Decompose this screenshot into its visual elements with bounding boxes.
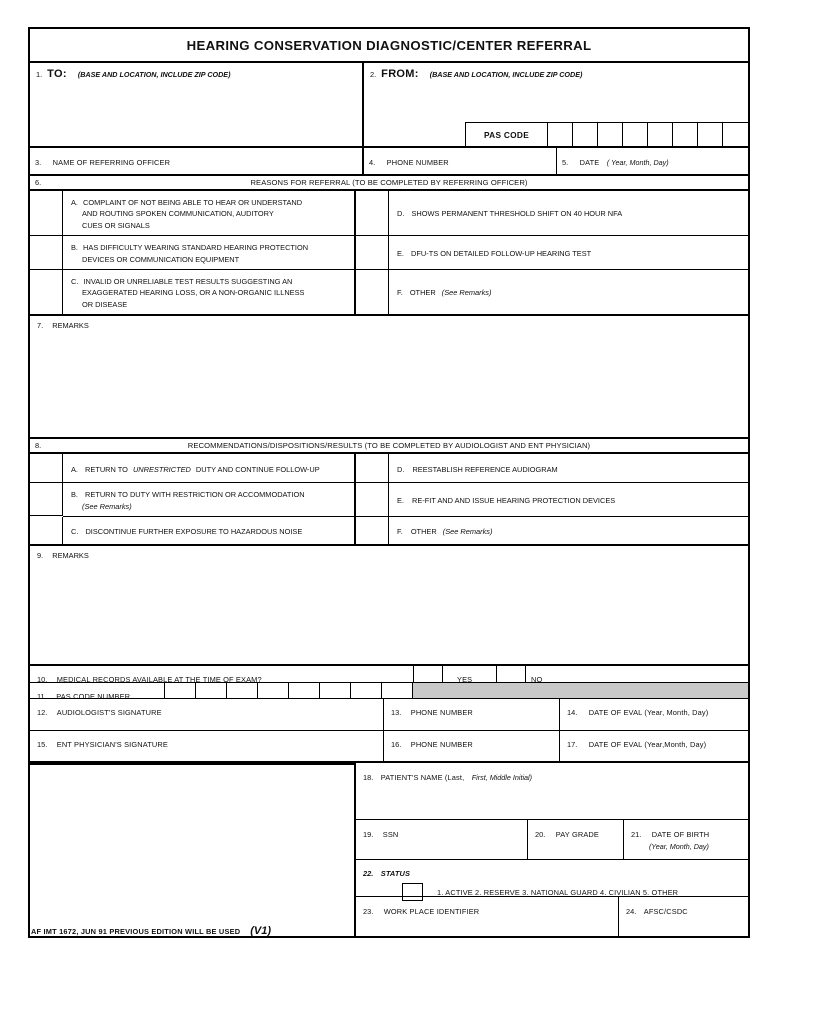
pas-code-box[interactable] — [548, 123, 573, 146]
reason-d-letter: D. — [397, 209, 405, 219]
item24-label: AFSC/CSDC — [643, 907, 688, 917]
field-remarks-9[interactable] — [30, 546, 748, 666]
from-header — [370, 68, 742, 80]
pas-code-group — [465, 122, 748, 146]
pas-code-box[interactable] — [623, 123, 648, 146]
recommendation-label-d — [389, 454, 748, 483]
footer-edition-text: AF IMT 1672, JUN 91 PREVIOUS EDITION WILL BE USED — [31, 927, 241, 936]
form-footer — [31, 925, 271, 937]
item19-number: 19. — [363, 830, 374, 840]
item15-number: 15. — [37, 740, 48, 750]
item4-label: PHONE NUMBER — [386, 158, 449, 167]
item11-shaded-area — [413, 683, 748, 699]
item10-no-label-cell — [526, 666, 748, 683]
section8-number: 8. — [35, 441, 42, 451]
reason-a-letter: A. — [71, 198, 78, 207]
pas-code-label: PAS CODE — [466, 123, 548, 146]
recommendation-label-b — [63, 483, 356, 517]
referring-officer-row — [30, 148, 748, 176]
reason-f-note: (See Remarks) — [441, 288, 492, 298]
field-pay-grade[interactable] — [528, 820, 624, 859]
item7-number: 7. — [37, 321, 44, 331]
recommendation-d-text: REESTABLISH REFERENCE AUDIOGRAM — [412, 464, 558, 474]
to-from-row — [30, 63, 748, 148]
item22-label: STATUS — [380, 869, 411, 879]
recommendation-label-c — [63, 517, 356, 546]
reason-label-d — [389, 191, 748, 236]
reason-c-line3: OR DISEASE — [82, 299, 128, 309]
recommendation-b-line — [71, 489, 305, 512]
ent-signature-row — [30, 731, 748, 763]
from-label: FROM: — [381, 68, 419, 80]
recommendation-label-f — [389, 517, 748, 546]
item23-label: WORK PLACE IDENTIFIER — [383, 907, 480, 917]
reason-e-text: DFU-TS ON DETAILED FOLLOW-UP HEARING TEST — [411, 248, 592, 258]
blank-left-panel[interactable] — [30, 763, 356, 938]
reason-label-b — [63, 236, 356, 270]
item22-number: 22. — [363, 869, 374, 879]
recommendation-f-text: OTHER — [410, 526, 437, 536]
recommendation-a-emphasis: UNRESTRICTED — [132, 464, 191, 474]
pas-code-box[interactable] — [723, 123, 748, 146]
item4-number: 4. — [369, 158, 376, 167]
item21-number: 21. — [631, 830, 642, 840]
item10-yes-label-cell — [443, 666, 497, 683]
reason-e-letter: E. — [397, 248, 404, 258]
form-title-bar — [30, 29, 748, 63]
reason-d-text-line — [397, 208, 622, 219]
reason-f-text-line — [397, 287, 491, 298]
item5-label: DATE — [579, 158, 600, 167]
item12-number: 12. — [37, 708, 48, 718]
field-to[interactable] — [30, 63, 364, 148]
recommendation-a-post: DUTY AND CONTINUE FOLLOW-UP — [195, 464, 320, 474]
recommendation-checkbox-e[interactable] — [356, 483, 389, 517]
reason-b-line1: HAS DIFFICULTY WEARING STANDARD HEARING PROTECTION — [83, 243, 309, 253]
item23-number: 23. — [363, 907, 374, 917]
reason-label-f — [389, 270, 748, 316]
item11-number: 11. — [37, 692, 47, 700]
reason-a-line2: AND ROUTING SPOKEN COMMUNICATION, AUDITORY — [82, 209, 274, 219]
recommendation-e-line — [397, 495, 615, 506]
item7-header — [30, 316, 748, 330]
from-number: 2. — [370, 70, 377, 79]
item18-label: PATIENT'S NAME (Last, — [380, 773, 465, 783]
item22-options: 1. ACTIVE 2. RESERVE 3. NATIONAL GUARD 4. CIVILIAN 5. OTHER — [437, 887, 679, 897]
recommendation-label-e — [389, 483, 748, 517]
reason-checkbox-c[interactable] — [30, 270, 63, 316]
reason-checkbox-d[interactable] — [356, 191, 389, 236]
field-from[interactable] — [364, 63, 748, 148]
item16-number: 16. — [391, 740, 402, 750]
item20-number: 20. — [535, 830, 546, 840]
field-audiologist-signature[interactable] — [30, 699, 384, 731]
ssn-paygrade-dob-row — [356, 820, 748, 860]
reason-row-b-e — [30, 236, 748, 270]
field-ent-phone[interactable] — [384, 731, 560, 763]
to-hint: (BASE AND LOCATION, INCLUDE ZIP CODE) — [77, 70, 231, 79]
item24-number: 24. — [626, 907, 637, 917]
field-status — [356, 860, 748, 897]
item11-box[interactable] — [196, 683, 227, 699]
recommendation-d-letter: D. — [397, 464, 405, 474]
field-ent-signature[interactable] — [30, 731, 384, 763]
reason-row-a-d — [30, 191, 748, 236]
item11-box[interactable] — [320, 683, 351, 699]
reason-c-letter: C. — [71, 277, 79, 287]
reason-b-line2: DEVICES OR COMMUNICATION EQUIPMENT — [82, 254, 240, 264]
recommendation-checkbox-b[interactable] — [30, 483, 63, 516]
item11-box[interactable] — [258, 683, 289, 699]
item11-label: PAS CODE NUMBER — [56, 692, 131, 700]
field-ssn[interactable] — [356, 820, 528, 859]
section8-heading — [30, 439, 748, 454]
item17-label: DATE OF EVAL (Year,Month, Day) — [588, 740, 707, 750]
item19-label: SSN — [382, 830, 399, 840]
reason-e-text-line — [397, 248, 591, 259]
item11-box[interactable] — [382, 683, 413, 699]
recommendation-d-line — [397, 464, 558, 475]
recommendation-checkbox-a[interactable] — [30, 454, 63, 483]
item9-number: 9. — [37, 551, 44, 561]
item11-box[interactable] — [165, 683, 196, 699]
recommendation-c-letter: C. — [71, 526, 79, 536]
recommendation-c-line — [71, 526, 302, 537]
recommendation-row-c-f — [30, 517, 748, 546]
field-phone-number[interactable] — [364, 148, 557, 176]
item14-label: DATE OF EVAL (Year, Month, Day) — [588, 708, 709, 718]
recommendation-row-b-e — [30, 483, 748, 517]
item17-number: 17. — [567, 740, 578, 750]
reason-b-letter: B. — [71, 243, 78, 253]
item13-number: 13. — [391, 708, 402, 718]
reason-label-c — [63, 270, 356, 316]
item10-yes-checkbox[interactable] — [414, 666, 443, 683]
field-audiologist-date-of-eval[interactable] — [560, 699, 748, 731]
reason-a-letter-line — [71, 197, 348, 231]
patient-block — [30, 763, 748, 938]
item10-question — [30, 666, 414, 683]
reason-c-line1: INVALID OR UNRELIABLE TEST RESULTS SUGGESTING AN — [83, 277, 293, 287]
to-header — [36, 68, 356, 80]
item10-no-checkbox[interactable] — [497, 666, 526, 683]
pas-code-box[interactable] — [673, 123, 698, 146]
field-audiologist-phone[interactable] — [384, 699, 560, 731]
item13-label: PHONE NUMBER — [410, 708, 473, 718]
field-remarks-7[interactable] — [30, 316, 748, 439]
workplace-afsc-row — [356, 897, 748, 938]
section6-heading — [30, 176, 748, 191]
recommendation-c-pre: DISCONTINUE FURTHER EXPOSURE TO HAZARDOUS NOISE — [85, 526, 303, 536]
recommendation-label-a — [63, 454, 356, 483]
item3-label: NAME OF REFERRING OFFICER — [52, 158, 171, 167]
item5-hint: ( Year, Month, Day) — [606, 158, 669, 167]
reason-a-line3: CUES OR SIGNALS — [82, 220, 150, 230]
item11-label-cell — [30, 683, 165, 699]
item21-hint: (Year, Month, Day) — [649, 842, 709, 852]
item10-number: 10. — [37, 675, 48, 684]
reason-c-letter-line — [71, 276, 348, 310]
item5-number: 5. — [562, 158, 569, 167]
reason-f-text: OTHER — [409, 288, 436, 298]
pas-code-box[interactable] — [573, 123, 598, 146]
item9-label: REMARKS — [52, 551, 89, 561]
recommendation-row-a-d — [30, 454, 748, 483]
footer-version-tag: (V1) — [250, 925, 272, 937]
pas-code-number-row — [30, 683, 748, 699]
pas-code-box[interactable] — [698, 123, 723, 146]
reason-checkbox-f[interactable] — [356, 270, 389, 316]
field-date-of-birth[interactable] — [624, 820, 748, 859]
section6-title: REASONS FOR REFERRAL (TO BE COMPLETED BY REFERRING OFFICER) — [250, 178, 528, 187]
reason-label-e — [389, 236, 748, 270]
item20-label: PAY GRADE — [555, 830, 599, 840]
from-hint: (BASE AND LOCATION, INCLUDE ZIP CODE) — [429, 70, 583, 79]
recommendation-checkbox-c[interactable] — [30, 517, 63, 546]
field-ent-date-of-eval[interactable] — [560, 731, 748, 763]
field-afsc-csdc[interactable] — [619, 897, 748, 936]
recommendation-f-note: (See Remarks) — [442, 526, 493, 536]
section6-number: 6. — [35, 178, 42, 187]
item16-label: PHONE NUMBER — [410, 740, 473, 750]
reason-checkbox-e[interactable] — [356, 236, 389, 270]
field-patient-name[interactable] — [356, 763, 748, 820]
reason-f-letter: F. — [397, 288, 403, 298]
recommendation-e-text: RE-FIT AND AND ISSUE HEARING PROTECTION DEVICES — [412, 495, 616, 505]
page-title: HEARING CONSERVATION DIAGNOSTIC/CENTER REFERRAL — [186, 37, 592, 53]
pas-code-box[interactable] — [648, 123, 673, 146]
recommendation-a-letter: A. — [71, 464, 78, 474]
recommendation-b-note: (See Remarks) — [82, 501, 132, 511]
item18-number: 18. — [363, 773, 374, 783]
recommendation-b-pre: RETURN TO DUTY WITH RESTRICTION OR ACCOMMODATION — [85, 490, 305, 500]
pas-code-box[interactable] — [598, 123, 623, 146]
item15-label: ENT PHYSICIAN'S SIGNATURE — [56, 740, 168, 750]
field-name-of-referring-officer[interactable] — [30, 148, 364, 176]
field-date[interactable] — [557, 148, 748, 176]
section8-title: RECOMMENDATIONS/DISPOSITIONS/RESULTS (TO BE COMPLETED BY AUDIOLOGIST AND ENT PHYSICIAN) — [187, 441, 591, 451]
item14-number: 14. — [567, 708, 578, 718]
item10-yes-label: YES — [457, 675, 473, 684]
recommendation-f-line — [397, 526, 492, 537]
reason-d-text: SHOWS PERMANENT THRESHOLD SHIFT ON 40 HOUR NFA — [411, 209, 623, 219]
reason-checkbox-a[interactable] — [30, 191, 63, 236]
to-number: 1. — [36, 70, 43, 79]
field-work-place-identifier[interactable] — [356, 897, 619, 936]
to-label: TO: — [47, 68, 67, 80]
item10-label: MEDICAL RECORDS AVAILABLE AT THE TIME OF EXAM? — [56, 675, 262, 684]
recommendation-f-letter: F. — [397, 526, 403, 536]
item9-header — [30, 546, 748, 560]
af-form-1672 — [28, 27, 750, 938]
patient-fields — [356, 763, 748, 938]
recommendation-a-line — [71, 464, 320, 475]
recommendation-b-letter: B. — [71, 490, 78, 500]
item3-number: 3. — [35, 158, 42, 167]
recommendation-checkbox-d[interactable] — [356, 454, 389, 483]
reason-a-line1: COMPLAINT OF NOT BEING ABLE TO HEAR OR UNDERSTAND — [83, 198, 303, 207]
item11-box[interactable] — [351, 683, 382, 699]
reason-b-letter-line — [71, 242, 348, 265]
reason-label-a — [63, 191, 356, 236]
recommendation-e-letter: E. — [397, 495, 404, 505]
reason-row-c-f — [30, 270, 748, 316]
reason-c-line2: EXAGGERATED HEARING LOSS, OR A NON-ORGANIC ILLNESS — [82, 288, 305, 298]
medical-records-row — [30, 666, 748, 683]
item7-label: REMARKS — [52, 321, 89, 331]
recommendation-a-pre: RETURN TO — [85, 464, 128, 474]
recommendation-checkbox-f[interactable] — [356, 517, 389, 546]
item10-no-label: NO — [531, 675, 543, 684]
item12-label: AUDIOLOGIST'S SIGNATURE — [56, 708, 162, 718]
item21-label: DATE OF BIRTH — [651, 830, 710, 840]
item11-box[interactable] — [289, 683, 320, 699]
item11-box[interactable] — [227, 683, 258, 699]
reason-checkbox-b[interactable] — [30, 236, 63, 270]
item18-hint: First, Middle Initial) — [471, 773, 533, 783]
audiologist-signature-row — [30, 699, 748, 731]
